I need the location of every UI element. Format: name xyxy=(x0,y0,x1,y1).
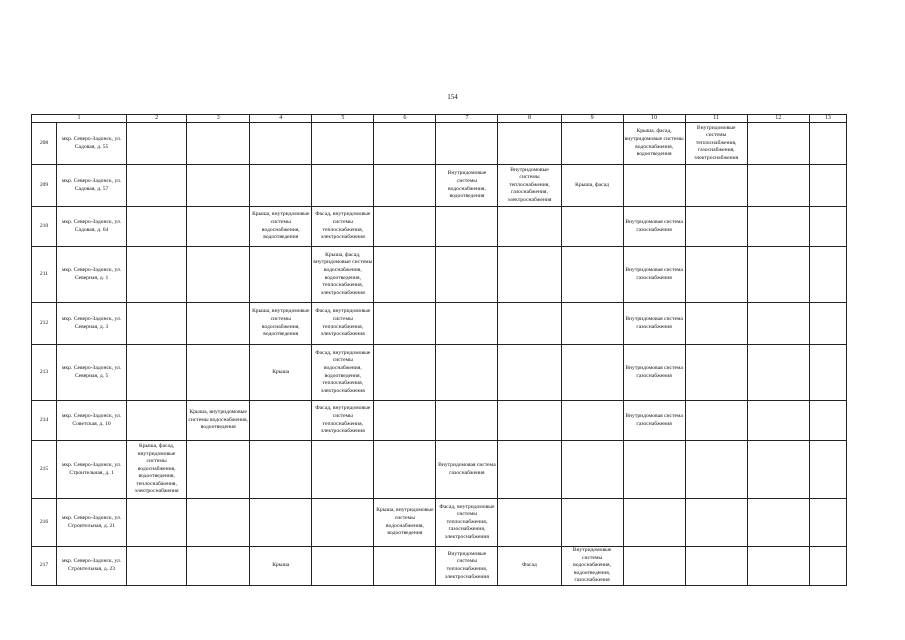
work-cell xyxy=(127,165,187,207)
address-cell: мкр. Северо-Задонск, ул. Садовая, д. 57 xyxy=(57,165,127,207)
work-cell: Крыша xyxy=(250,547,312,586)
work-cell: Внутридомовые системы водоснабжения, водоотведения, газоснабжения xyxy=(561,547,623,586)
work-cell xyxy=(747,247,809,303)
work-cell xyxy=(127,303,187,345)
work-cell xyxy=(436,345,498,401)
work-cell xyxy=(747,345,809,401)
work-cell xyxy=(127,247,187,303)
table-row xyxy=(32,441,847,499)
work-cell xyxy=(561,345,623,401)
work-cell xyxy=(127,547,187,586)
work-cell xyxy=(747,499,809,547)
work-cell: Внутридомовая система газоснабжения xyxy=(623,207,685,247)
address-cell: мкр. Северо-Задонск, ул. Строительная, д. 1 xyxy=(57,441,127,499)
header-cell: 1 xyxy=(32,115,127,123)
header-cell: 9 xyxy=(561,115,623,123)
work-cell: Внутридомовая система газоснабжения xyxy=(623,401,685,441)
address-cell: мкр. Северо-Задонск, ул. Советская, д. 10 xyxy=(57,401,127,441)
work-cell xyxy=(498,499,561,547)
address-cell: мкр. Северо-Задонск, ул. Строительная, д. 21 xyxy=(57,499,127,547)
work-cell xyxy=(436,401,498,441)
work-cell: Крыша, фасад, внутридомовые системы водоснабжения, водоотведения, теплоснабжения, электроснабжения xyxy=(127,441,187,499)
work-cell: Крыша, внутридомовые системы водоснабжения, водоотведения xyxy=(250,207,312,247)
work-cell xyxy=(187,547,250,586)
work-cell: Фасад, внутридомовые системы теплоснабжения, электроснабжения xyxy=(312,401,374,441)
work-cell: Внутридомовые системы теплоснабжения, электроснабжения xyxy=(436,547,498,586)
work-cell: Крыша, фасад, внутридомовые системы водоснабжения, водоотведения, теплоснабжения, электроснабжения xyxy=(312,247,374,303)
table-row xyxy=(32,547,847,586)
work-cell xyxy=(561,123,623,165)
work-cell xyxy=(623,547,685,586)
row-number: 215 xyxy=(32,441,57,499)
header-cell: 10 xyxy=(623,115,685,123)
row-number: 212 xyxy=(32,303,57,345)
header-cell: 13 xyxy=(809,115,846,123)
work-cell: Фасад, внутридомовые системы теплоснабжения, газоснабжения, электроснабжения xyxy=(436,499,498,547)
header-cell: 2 xyxy=(127,115,187,123)
work-cell xyxy=(312,499,374,547)
work-cell xyxy=(498,123,561,165)
work-cell xyxy=(250,247,312,303)
work-cell xyxy=(312,165,374,207)
page-number: 154 xyxy=(447,93,458,101)
work-cell: Крыша, фасад, внутридомовые системы водоснабжения, водоотведения xyxy=(623,123,685,165)
work-cell xyxy=(498,303,561,345)
row-number: 213 xyxy=(32,345,57,401)
work-cell: Крыша, внутридомовые системы водоснабжения, водоотведения xyxy=(250,303,312,345)
table-body xyxy=(32,115,847,586)
work-cell xyxy=(685,207,747,247)
address-cell: мкр. Северо-Задонск, ул. Садовая, д. 64 xyxy=(57,207,127,247)
work-cell xyxy=(809,441,846,499)
work-cell xyxy=(498,345,561,401)
work-cell: Фасад, внутридомовые системы теплоснабжения, электроснабжения xyxy=(312,207,374,247)
work-cell xyxy=(809,247,846,303)
work-cell xyxy=(747,123,809,165)
work-cell: Внутридомовые системы водоснабжения, водоотведения xyxy=(436,165,498,207)
address-cell: мкр. Северо-Задонск, ул. Садовая, д. 55 xyxy=(57,123,127,165)
work-cell xyxy=(187,165,250,207)
work-cell xyxy=(561,401,623,441)
work-cell xyxy=(187,345,250,401)
work-cell xyxy=(127,345,187,401)
table-row xyxy=(32,123,847,165)
work-cell xyxy=(127,401,187,441)
work-cell xyxy=(436,303,498,345)
work-cell xyxy=(374,123,436,165)
work-cell xyxy=(685,401,747,441)
work-cell xyxy=(809,499,846,547)
header-cell: 3 xyxy=(187,115,250,123)
work-cell xyxy=(127,123,187,165)
address-cell: мкр. Северо-Задонск, ул. Северная, д. 3 xyxy=(57,303,127,345)
work-cell xyxy=(561,303,623,345)
work-cell: Крыша xyxy=(250,345,312,401)
work-cell xyxy=(250,123,312,165)
work-cell xyxy=(498,207,561,247)
work-cell xyxy=(623,441,685,499)
work-cell xyxy=(561,441,623,499)
table-row xyxy=(32,303,847,345)
work-cell: Фасад, внутридомовые системы водоснабжения, водоотведения, теплоснабжения, электроснабжения xyxy=(312,345,374,401)
work-cell xyxy=(187,247,250,303)
address-cell: мкр. Северо-Задонск, ул. Северная, д. 1 xyxy=(57,247,127,303)
work-cell xyxy=(809,547,846,586)
row-number: 208 xyxy=(32,123,57,165)
work-cell xyxy=(623,499,685,547)
work-cell: Внутридомовые системы теплоснабжения, газоснабжения, электроснабжения xyxy=(498,165,561,207)
row-number: 214 xyxy=(32,401,57,441)
work-cell xyxy=(685,247,747,303)
work-cell xyxy=(312,123,374,165)
work-cell xyxy=(312,441,374,499)
work-cell: Крыша, внутридомовые системы водоснабжения, водоотведения xyxy=(187,401,250,441)
work-cell xyxy=(187,499,250,547)
address-cell: мкр. Северо-Задонск, ул. Строительная, д. 23 xyxy=(57,547,127,586)
header-cell: 7 xyxy=(436,115,498,123)
work-cell xyxy=(809,401,846,441)
work-cell xyxy=(498,441,561,499)
table-row xyxy=(32,247,847,303)
row-number: 216 xyxy=(32,499,57,547)
work-cell xyxy=(127,207,187,247)
row-number: 210 xyxy=(32,207,57,247)
work-cell: Внутридомовая система газоснабжения xyxy=(436,441,498,499)
row-number: 211 xyxy=(32,247,57,303)
work-cell xyxy=(374,247,436,303)
work-cell xyxy=(685,303,747,345)
work-cell xyxy=(747,547,809,586)
work-cell xyxy=(187,207,250,247)
work-cell xyxy=(374,441,436,499)
row-number: 209 xyxy=(32,165,57,207)
work-cell xyxy=(809,345,846,401)
work-cell xyxy=(374,345,436,401)
work-cell xyxy=(436,123,498,165)
work-cell xyxy=(561,499,623,547)
header-cell: 6 xyxy=(374,115,436,123)
work-cell: Фасад xyxy=(498,547,561,586)
work-cell xyxy=(685,165,747,207)
work-cell xyxy=(685,547,747,586)
work-cell: Внутридомовые системы теплоснабжения, газоснабжения, электроснабжения xyxy=(685,123,747,165)
work-cell xyxy=(685,499,747,547)
header-cell: 5 xyxy=(312,115,374,123)
work-cell xyxy=(809,303,846,345)
work-cell: Крыша, фасад xyxy=(561,165,623,207)
work-cell xyxy=(561,207,623,247)
work-cell xyxy=(809,123,846,165)
work-cell xyxy=(187,441,250,499)
work-cell xyxy=(312,547,374,586)
work-cell: Внутридомовая система газоснабжения xyxy=(623,303,685,345)
work-cell xyxy=(374,165,436,207)
work-cell: Внутридомовая система газоснабжения xyxy=(623,247,685,303)
work-cell xyxy=(250,441,312,499)
work-cell xyxy=(436,207,498,247)
work-cell xyxy=(250,499,312,547)
work-cell xyxy=(747,207,809,247)
row-number: 217 xyxy=(32,547,57,586)
header-cell: 12 xyxy=(747,115,809,123)
header-cell: 4 xyxy=(250,115,312,123)
work-cell xyxy=(498,247,561,303)
table-row xyxy=(32,165,847,207)
work-cell xyxy=(561,247,623,303)
work-cell xyxy=(127,499,187,547)
work-cell xyxy=(374,303,436,345)
work-cell xyxy=(374,547,436,586)
work-cell xyxy=(809,207,846,247)
work-cell: Внутридомовая система газоснабжения xyxy=(623,345,685,401)
work-cell xyxy=(747,401,809,441)
work-cell: Крыша, внутридомовые системы водоснабжения, водоотведения xyxy=(374,499,436,547)
work-cell xyxy=(685,441,747,499)
work-cell xyxy=(809,165,846,207)
work-cell xyxy=(436,247,498,303)
table-row xyxy=(32,401,847,441)
work-cell xyxy=(747,441,809,499)
work-cell xyxy=(250,401,312,441)
table-row xyxy=(32,499,847,547)
work-cell xyxy=(685,345,747,401)
work-cell xyxy=(374,207,436,247)
address-cell: мкр. Северо-Задонск, ул. Северная, д. 5 xyxy=(57,345,127,401)
work-cell xyxy=(250,165,312,207)
repair-schedule-table xyxy=(31,114,847,586)
table-row xyxy=(32,207,847,247)
work-cell xyxy=(374,401,436,441)
header-row xyxy=(32,115,847,123)
work-cell xyxy=(498,401,561,441)
work-cell xyxy=(187,303,250,345)
work-cell: Фасад, внутридомовые системы теплоснабжения, электроснабжения xyxy=(312,303,374,345)
work-cell xyxy=(623,165,685,207)
work-cell xyxy=(747,303,809,345)
work-cell xyxy=(187,123,250,165)
table-row xyxy=(32,345,847,401)
header-cell: 8 xyxy=(498,115,561,123)
header-cell: 11 xyxy=(685,115,747,123)
work-cell xyxy=(747,165,809,207)
